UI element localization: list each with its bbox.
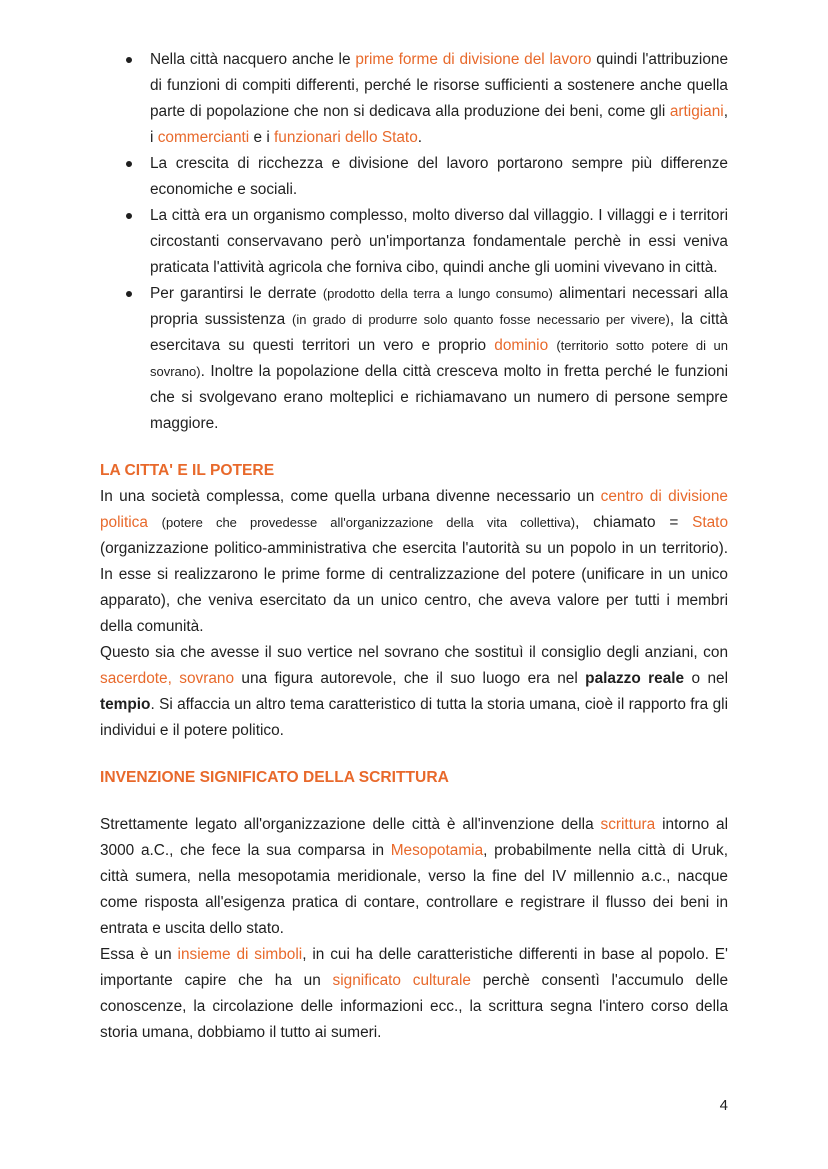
highlighted-term: funzionari dello Stato [274, 129, 418, 146]
highlighted-term: Stato [692, 514, 728, 531]
highlighted-term: dominio [494, 337, 549, 354]
text-run: , in cui ha delle caratteristiche differenti in base al popolo. E' importante capire che ha un [100, 946, 728, 989]
page-number: 4 [719, 1097, 728, 1114]
text-run: perchè consentì l'accumulo delle conoscenze, la circolazione delle informazioni ecc., la scrittura segna l'intero corso della storia umana, dobbiamo il tutto ai sumeri. [100, 972, 728, 1041]
text-run: Essa è un [100, 946, 178, 963]
text-run: quindi l'attribuzione di funzioni di compiti differenti, perché le risorse sufficienti a sostenere anche quella parte di popolazione che non si dedicava alla produzione dei beni, come gli [150, 51, 728, 120]
highlighted-term: insieme di simboli [177, 946, 303, 963]
text-run: , probabilmente nella città di Uruk, città sumera, nella mesopotamia meridionale, verso la fine del IV millennio a.c., nacque come risposta all'esigenza pratica di contare, controllare e registrare il flusso dei beni in entrata e uscita dello stato. [100, 842, 729, 937]
bold-term: palazzo reale [585, 670, 685, 687]
highlighted-term: Mesopotamia [390, 842, 484, 859]
text-run: La crescita di ricchezza e divisione del lavoro portarono sempre più differenze economiche e sociali. [150, 155, 728, 198]
text-run [148, 514, 162, 531]
bullet-item [100, 203, 728, 281]
text-run: Strettamente legato all'organizzazione delle città è all'invenzione della [100, 816, 601, 833]
text-run: (potere che provedesse all'organizzazione della vita collettiva) [161, 515, 576, 530]
text-run: , chiamato = [575, 514, 693, 531]
text-run: , i [150, 103, 728, 146]
paragraph [100, 640, 728, 744]
text-run: (territorio sotto potere di un sovrano) [150, 338, 729, 379]
text-run: Per garantirsi le derrate [150, 285, 323, 302]
text-run: La città era un organismo complesso, molto diverso dal villaggio. I villaggi e i territori circostanti conservavano però un'importanza fondamentale perchè in essi veniva praticata l'attività agricola che forniva cibo, quindi anche gli uomini vivevano in città. [150, 207, 728, 276]
bullet-item [100, 151, 728, 203]
highlighted-term: scrittura [600, 816, 656, 833]
bullet-item [100, 281, 728, 437]
text-run: In una società complessa, come quella urbana divenne necessario un [100, 488, 601, 505]
highlighted-term: prime forme di divisione del lavoro [355, 51, 592, 68]
text-run: e i [249, 129, 275, 146]
text-run: alimentari necessari alla propria sussistenza [150, 285, 729, 328]
highlighted-term: sacerdote, sovrano [100, 670, 235, 687]
text-run: una figura autorevole, che il suo luogo era nel [234, 670, 586, 687]
bold-term: tempio [100, 696, 151, 713]
text-run: , la città esercitava su questi territori un vero e proprio [150, 311, 728, 354]
text-run: . [417, 129, 423, 146]
paragraph [100, 812, 728, 942]
text-run: . Si affaccia un altro tema caratteristico di tutta la storia umana, cioè il rapporto fra gli individui e il potere politico. [100, 696, 728, 739]
highlighted-term: centro di divisione politica [100, 488, 728, 531]
text-run: (in grado di produrre solo quanto fosse necessario per vivere) [292, 312, 670, 327]
text-run: intorno al 3000 a.C., che fece la sua comparsa in [100, 816, 728, 859]
text-run: Questo sia che avesse il suo vertice nel sovrano che sostituì il consiglio degli anziani, con [100, 644, 728, 661]
paragraph [100, 942, 728, 1046]
bullet-item [100, 47, 728, 151]
highlighted-term: commercianti [157, 129, 250, 146]
section-heading-scrittura: INVENZIONE SIGNIFICATO DELLA SCRITTURA [100, 769, 449, 786]
text-run: (prodotto della terra a lungo consumo) [322, 286, 553, 301]
bullet-list [100, 47, 728, 437]
document-page [100, 47, 728, 1046]
text-run: (organizzazione politico-amministrativa che esercita l'autorità su un popolo in un territorio). In esse si realizzarono le prime forme di centralizzazione del potere (unificare in un unico apparato), che veniva esercitato da un unico centro, che aveva valore per tutti i membri della comunità. [100, 540, 728, 635]
paragraph [100, 484, 728, 640]
text-run: . Inoltre la popolazione della città cresceva molto in fretta perché le funzioni che si svolgevano erano molteplici e richiamavano un numero di persone sempre maggiore. [150, 363, 728, 432]
highlighted-term: artigiani [669, 103, 724, 120]
text-run: Nella città nacquero anche le [150, 51, 356, 68]
highlighted-term: significato culturale [332, 972, 471, 989]
section-heading-citta-potere: LA CITTA' E IL POTERE [100, 462, 275, 479]
text-run: o nel [684, 670, 728, 687]
